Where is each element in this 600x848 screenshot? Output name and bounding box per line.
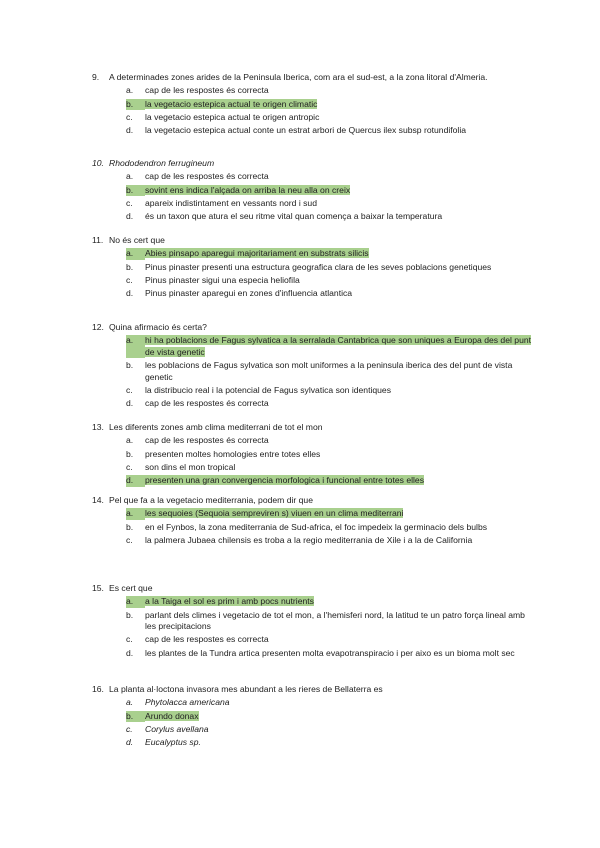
correct-answer-highlight: sovint ens indica l'alçada on arriba la neu alla on creix: [145, 184, 351, 195]
option-text: cap de les respostes és correcta: [145, 435, 269, 446]
question-text: A determinades zones arides de la Peninsula Iberica, com ara el sud-est, a la zona litoral d'Almeria.: [109, 72, 488, 82]
option-c: c. cap de les respostes es correcta: [126, 634, 532, 646]
option-c: c. Pinus pinaster sigui una especia heliofila: [126, 275, 532, 287]
option-text: parlant dels climes i vegetacio de tot el mon, a l'hemisferi nord, la latitud te un patro força lineal amb les precipitacions: [145, 609, 525, 632]
option-b: b. la vegetacio estepica actual te origen climatic: [126, 98, 318, 109]
option-d: d. és un taxon que atura el seu ritme vital quan comença a baixar la temperatura: [126, 211, 532, 223]
option-a: a. Phytolacca americana: [126, 697, 532, 709]
option-a: a. cap de les respostes és correcta: [126, 435, 532, 447]
option-text: la vegetacio estepica actual te origen antropic: [145, 111, 320, 122]
option-text: és un taxon que atura el seu ritme vital quan comença a baixar la temperatura: [145, 211, 443, 222]
option-b: b. presenten moltes homologies entre totes elles: [126, 449, 532, 461]
option-d: d. cap de les respostes és correcta: [126, 398, 532, 410]
option-text: les plantes de la Tundra artica presenten molta evapotranspiracio i per aixo es un bioma molt sec: [145, 647, 515, 658]
option-text: son dins el mon tropical: [145, 461, 236, 472]
option-c: c. son dins el mon tropical: [126, 462, 532, 474]
question-number: 14.: [92, 495, 104, 505]
option-text: cap de les respostes es correcta: [145, 634, 269, 645]
question-15: [92, 583, 532, 659]
option-c: c. Corylus avellana: [126, 724, 532, 736]
option-text: Phytolacca americana: [145, 697, 230, 708]
question-10: [92, 158, 532, 223]
option-b: b. en el Fynbos, la zona mediterrania de Sud-africa, el foc impedeix la germinacio dels bulbs: [126, 522, 532, 534]
option-text: cap de les respostes és correcta: [145, 171, 269, 182]
correct-answer-highlight: presenten una gran convergencia morfologica i funcional entre totes elles: [145, 475, 424, 486]
correct-answer-highlight: les sequoies (Sequoia sempreviren s) viuen en un clima mediterrani: [145, 508, 404, 519]
option-b: b. Pinus pinaster presenti una estructura geografica clara de les seves poblacions genetiques: [126, 262, 532, 274]
option-a: a. cap de les respostes és correcta: [126, 85, 532, 97]
option-c: c. la palmera Jubaea chilensis es troba a la regio mediterrania de Xile i a la de California: [126, 535, 532, 547]
correct-answer-highlight: hi ha poblacions de Fagus sylvatica a la serralada Cantabrica que son uniques a Europa des del punt de vista genetic: [145, 335, 532, 357]
option-d: d. Pinus pinaster aparegui en zones d'influencia atlantica: [126, 288, 532, 300]
option-text: Pinus pinaster sigui una especia heliofila: [145, 274, 300, 285]
question-12: [92, 322, 532, 410]
option-a: a. cap de les respostes és correcta: [126, 171, 532, 183]
question-text: Pel que fa a la vegetacio mediterrania, podem dir que: [109, 495, 313, 505]
option-a: a. a la Taiga el sol es prim i amb pocs nutrients: [126, 596, 314, 607]
option-a: a. les sequoies (Sequoia sempreviren s) viuen en un clima mediterrani: [126, 508, 404, 519]
question-number: 15.: [92, 583, 104, 593]
question-number: 16.: [92, 684, 104, 694]
option-text: apareix indistintament en vessants nord i sud: [145, 197, 317, 208]
option-d: d. les plantes de la Tundra artica presenten molta evapotranspiracio i per aixo es un bioma molt sec: [126, 648, 532, 660]
option-text: la palmera Jubaea chilensis es troba a la regio mediterrania de Xile i a la de California: [145, 534, 473, 545]
question-16: [92, 684, 532, 749]
option-text: la vegetacio estepica actual conte un estrat arbori de Quercus ilex subsp rotundifolia: [145, 125, 467, 136]
question-text: Quina afirmacio és certa?: [109, 322, 207, 332]
option-text: Corylus avellana: [145, 723, 209, 734]
option-text: Pinus pinaster presenti una estructura geografica clara de les seves poblacions genetiques: [145, 261, 492, 272]
question-text: No és cert que: [109, 235, 165, 245]
option-text: presenten moltes homologies entre totes elles: [145, 448, 321, 459]
question-number: 10.: [92, 158, 104, 168]
option-text: Eucalyptus sp.: [145, 737, 201, 748]
question-11: [92, 235, 532, 300]
option-text: en el Fynbos, la zona mediterrania de Sud-africa, el foc impedeix la germinacio dels bulbs: [145, 521, 488, 532]
question-number: 12.: [92, 322, 104, 332]
option-a: a. hi ha poblacions de Fagus sylvatica a la serralada Cantabrica que son uniques a Europa des del punt de vista genetic: [126, 335, 532, 357]
option-text: les poblacions de Fagus sylvatica son molt uniformes a la peninsula iberica des del punt de vista genetic: [145, 360, 513, 382]
option-c: c. la distribucio real i la potencial de Fagus sylvatica son identiques: [126, 385, 532, 397]
question-text: La planta al·loctona invasora mes abundant a les rieres de Bellaterra es: [109, 684, 383, 694]
option-text: Pinus pinaster aparegui en zones d'influencia atlantica: [145, 288, 353, 299]
question-9: [92, 72, 532, 137]
option-d: d. presenten una gran convergencia morfologica i funcional entre totes elles: [126, 475, 424, 486]
option-b: b. les poblacions de Fagus sylvatica son molt uniformes a la peninsula iberica des del punt de vista genetic: [126, 360, 532, 383]
question-text: Les diferents zones amb clima mediterrani de tot el mon: [109, 422, 323, 432]
option-text: la distribucio real i la potencial de Fagus sylvatica son identiques: [145, 385, 392, 396]
question-13: [92, 422, 532, 487]
question-number: 9.: [92, 72, 100, 82]
option-d: d. Eucalyptus sp.: [126, 737, 532, 749]
question-number: 11.: [92, 235, 104, 245]
question-number: 13.: [92, 422, 104, 432]
correct-answer-highlight: Arundo donax: [145, 710, 199, 721]
option-c: c. la vegetacio estepica actual te origen antropic: [126, 112, 532, 124]
correct-answer-highlight: la vegetacio estepica actual te origen climatic: [145, 98, 318, 109]
question-text: Rhododendron ferrugineum: [109, 158, 215, 168]
correct-answer-highlight: a la Taiga el sol es prim i amb pocs nutrients: [145, 596, 314, 607]
option-b: b. sovint ens indica l'alçada on arriba la neu alla on creix: [126, 184, 351, 195]
option-a: a. Abies pinsapo aparegui majoritariament en substrats silicis: [126, 248, 369, 259]
option-b: b. Arundo donax: [126, 710, 199, 721]
option-text: cap de les respostes és correcta: [145, 398, 269, 409]
correct-answer-highlight: Abies pinsapo aparegui majoritariament en substrats silicis: [145, 248, 369, 259]
option-text: cap de les respostes és correcta: [145, 85, 269, 96]
question-text: Es cert que: [109, 583, 153, 593]
option-b: b. parlant dels climes i vegetacio de tot el mon, a l'hemisferi nord, la latitud te un patro força lineal amb les precipitacions: [126, 610, 532, 633]
option-c: c. apareix indistintament en vessants nord i sud: [126, 198, 532, 210]
option-d: d. la vegetacio estepica actual conte un estrat arbori de Quercus ilex subsp rotundifolia: [126, 125, 532, 137]
question-14: [92, 495, 532, 546]
